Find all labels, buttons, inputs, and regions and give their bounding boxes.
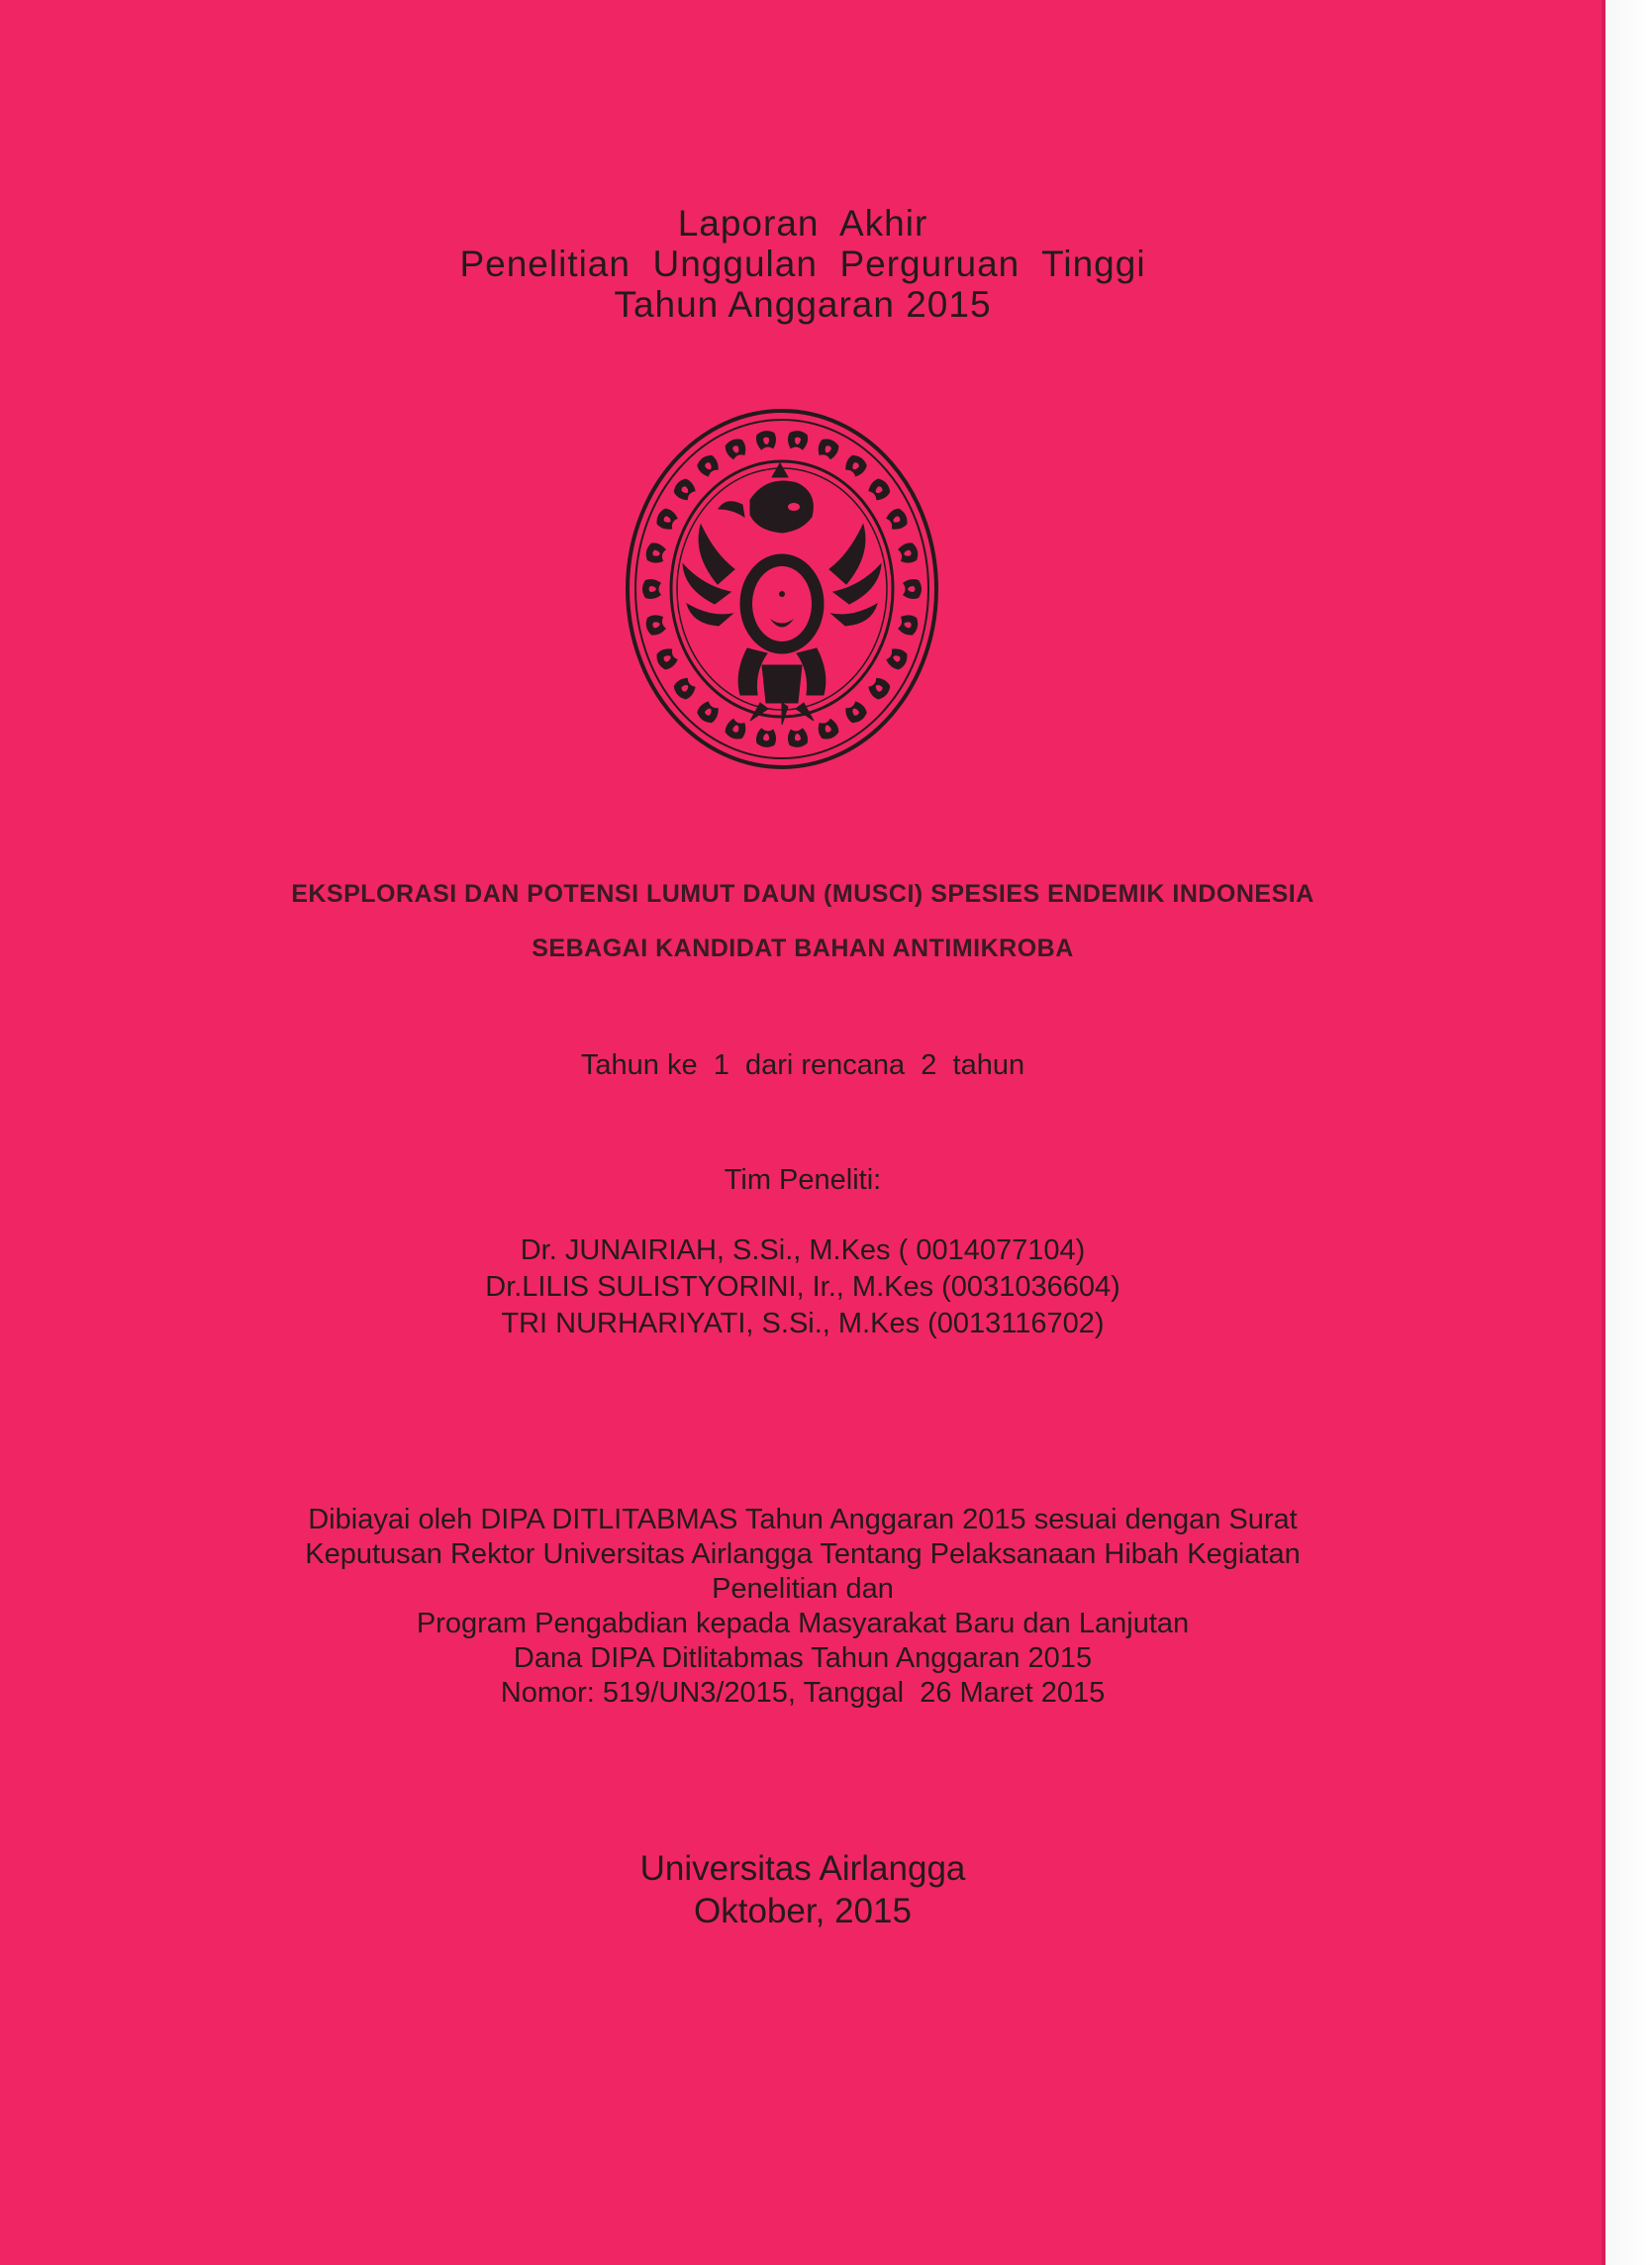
team-member: TRI NURHARIYATI, S.Si., M.Kes (0013116702) [501,1308,1105,1339]
report-header [0,203,1605,325]
seal-ornament [884,645,910,672]
seal-ornament [654,645,680,672]
seal-ornament [903,579,922,599]
seal-ornament [897,613,920,637]
seal-ornament [695,452,722,479]
report-title [0,867,1605,976]
seal-ornament [755,430,777,450]
seal-ornament [644,613,667,637]
report-type: Laporan Akhir [677,203,928,244]
team-label: Tim Peneliti: [724,1164,882,1196]
seal-ornament [654,506,680,533]
team-member: Dr.LILIS SULISTYORINI, Ir., M.Kes (0031036604) [485,1271,1120,1303]
report-date: Oktober, 2015 [694,1892,912,1930]
seal-ornament [897,542,920,565]
seal-ornament [644,542,667,565]
seal-ornament [642,579,661,599]
title-line-2: SEBAGAI KANDIDAT BAHAN ANTIMIKROBA [532,935,1074,962]
seal-ornament [816,717,840,741]
seal-ornament [842,452,869,479]
institution-name: Universitas Airlangga [639,1849,966,1888]
funding-line: Dibiayai oleh DIPA DITLITABMAS Tahun Anggaran 2015 sesuai dengan Surat [308,1504,1298,1535]
funding-line: Penelitian dan [712,1573,894,1605]
seal-ornament [671,675,698,703]
funding-line: Keputusan Rektor Universitas Airlangga Tentang Pelaksanaan Hibah Kegiatan [305,1538,1301,1570]
funding-statement [0,1503,1605,1711]
title-line-1: EKSPLORASI DAN POTENSI LUMUT DAUN (MUSCI) SPESIES ENDEMIK INDONESIA [291,880,1314,908]
seal-ornament [755,728,777,748]
funding-line: Program Pengabdian kepada Masyarakat Baru dan Lanjutan [416,1608,1190,1639]
seal-ornament [695,699,722,726]
team-members [0,1232,1605,1342]
seal-ornament [724,437,748,461]
seal-ornament [787,728,809,748]
page-edge [1605,0,1652,2265]
seal-ornament [884,506,910,533]
seal-ornament [787,430,809,450]
seal-ornament [671,476,698,504]
team-member: Dr. JUNAIRIAH, S.Si., M.Kes ( 0014077104) [520,1234,1086,1266]
seal-ornament [866,476,893,504]
universitas-airlangga-seal-icon [624,406,940,772]
funding-line: Dana DIPA Ditlitabmas Tahun Anggaran 2015 [513,1642,1093,1674]
seal-ornament [842,699,869,726]
seal-ornament [816,437,840,461]
fiscal-year: Tahun Anggaran 2015 [614,284,992,325]
seal-ornament [724,717,748,741]
funding-line: Nomor: 519/UN3/2015, Tanggal 26 Maret 2015 [500,1677,1106,1709]
research-scheme: Penelitian Unggulan Perguruan Tinggi [459,244,1146,284]
report-footer [0,1847,1605,1932]
seal-ornament [866,675,893,703]
year-of-plan: Tahun ke 1 dari rencana 2 tahun [580,1049,1025,1081]
